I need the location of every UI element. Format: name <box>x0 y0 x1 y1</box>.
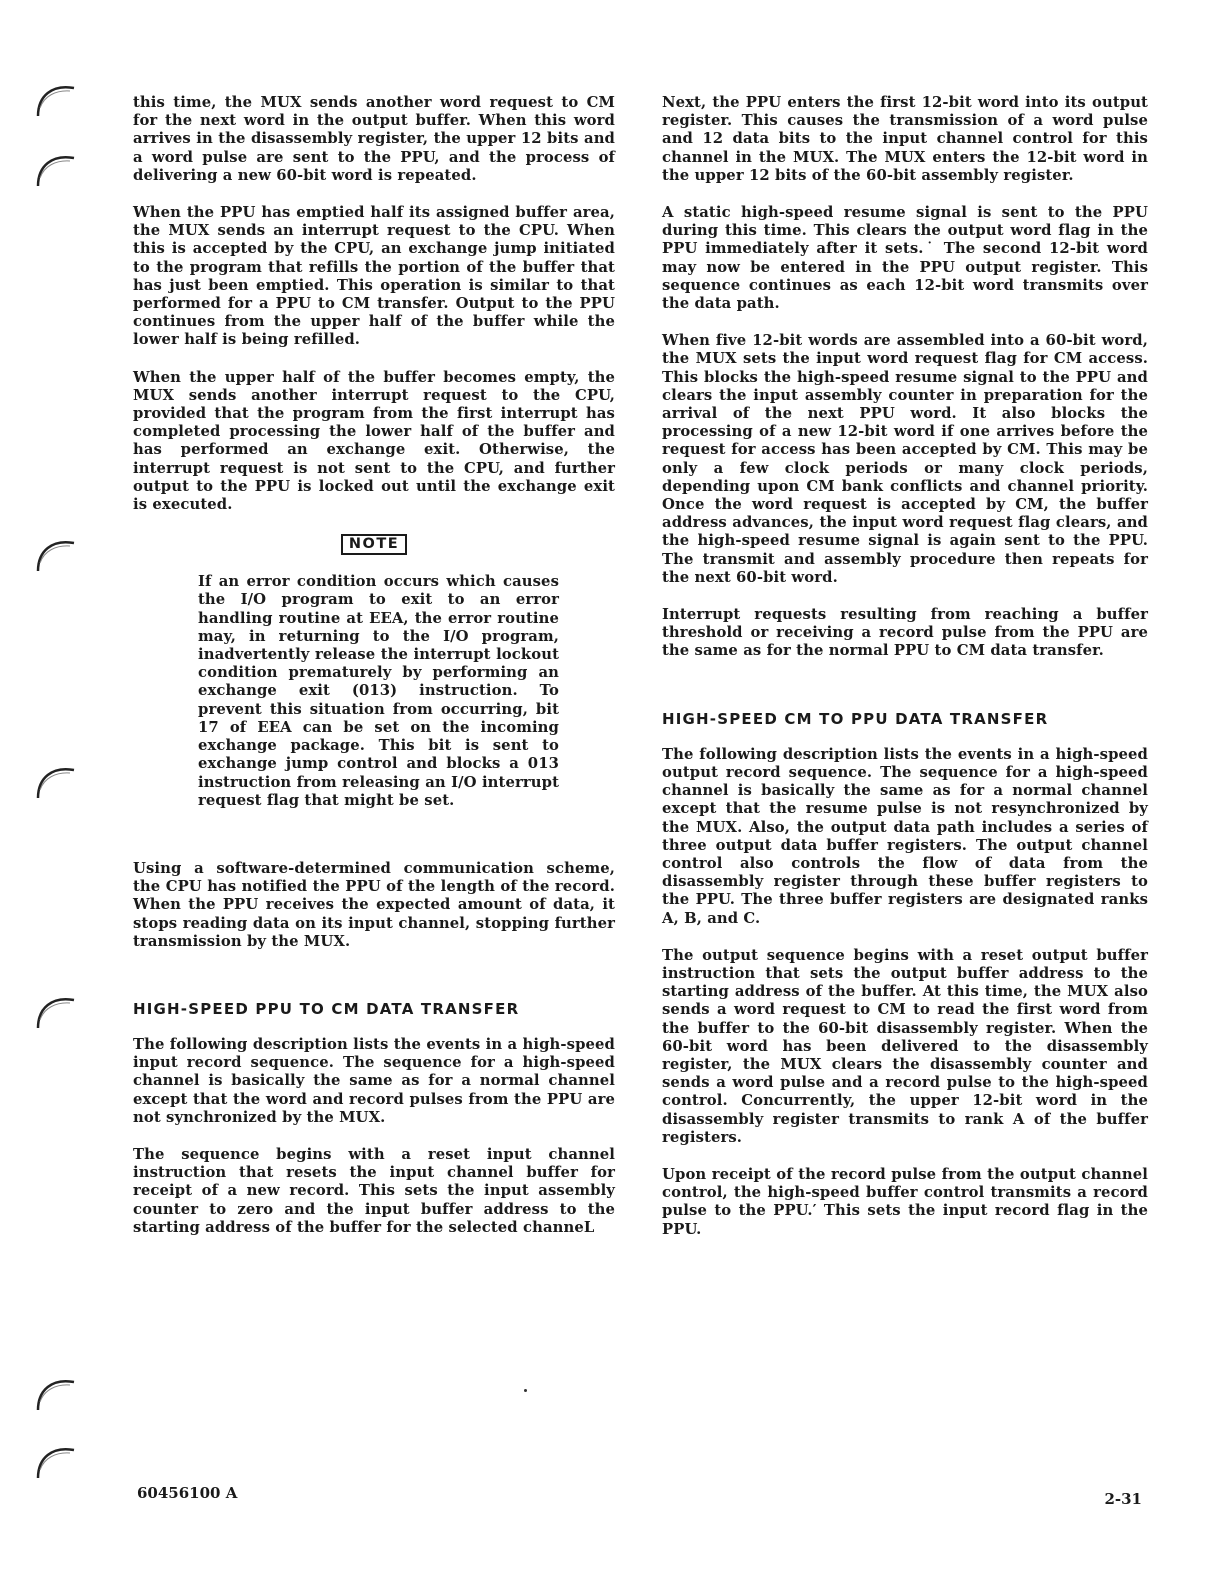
paragraph: The following description lists the events in a high-speed output record sequence. The sequence for a high-speed channel is basically the same as for a normal channel except that the resume pulse is not resynchronized by the MUX. Also, the output data path includes a series of three output data buffer registers. The output channel control also controls the flow of data from the disassembly register through these buffer registers to the PPU. The three buffer registers are designated ranks A, B, and C. <box>662 745 1148 927</box>
paragraph: When the upper half of the buffer becomes empty, the MUX sends another interrupt request to the CPU, provided that the program from the first interrupt has completed processing the lower half of the buffer and has performed an exchange exit. Otherwise, the interrupt request is not sent to the CPU, and further output to the PPU is locked out until the exchange exit is executed. <box>133 368 615 514</box>
paragraph: When five 12-bit words are assembled into a 60-bit word, the MUX sets the input word request flag for CM access. This blocks the high-speed resume signal to the PPU and clears the input assembly counter in preparation for the arrival of the next PPU word. It also blocks the processing of a new 12-bit word if one arrives before the request for access has been accepted by CM. This may be only a few clock periods or many clock periods, depending upon CM bank conflicts and channel priority. Once the word request is accepted by CM, the buffer address advances, the input word request flag clears, and the high-speed resume signal is again sent to the PPU. The transmit and assembly procedure then repeats for the next 60-bit word. <box>662 332 1148 586</box>
paragraph: this time, the MUX sends another word request to CM for the next word in the output buffer. When this word arrives in the disassembly register, the upper 12 bits and a word pulse are sent to the PPU, and the process of delivering a new 60-bit word is repeated. <box>133 94 615 184</box>
punch-hole-icon <box>30 533 80 573</box>
punch-hole-icon <box>30 148 80 188</box>
paragraph: Upon receipt of the record pulse from the output channel control, the high-speed buffer control transmits a record pulse to the PPU.′ This sets the input record flag in the PPU. <box>662 1165 1148 1238</box>
punch-hole-icon <box>30 78 80 118</box>
section-heading: HIGH-SPEED PPU TO CM DATA TRANSFER <box>133 999 520 1018</box>
note-block <box>133 533 615 810</box>
paragraph: Next, the PPU enters the first 12-bit word into its output register. This causes the transmission of a word pulse and 12 data bits to the input channel control for this channel in the MUX. The MUX enters the 12-bit word in the upper 12 bits of the 60-bit assembly register. <box>662 94 1148 184</box>
paragraph: Interrupt requests resulting from reaching a buffer threshold or receiving a record pulse from the PPU are the same as for the normal PPU to CM data transfer. <box>662 606 1148 660</box>
left-column <box>133 94 615 1256</box>
punch-hole-icon <box>30 1372 80 1412</box>
paragraph: The sequence begins with a reset input channel instruction that resets the input channel buffer for receipt of a new record. This sets the input assembly counter to zero and the input buffer address to the starting address of the buffer for the selected channeL <box>133 1145 615 1236</box>
paragraph: A static high-speed resume signal is sent to the PPU during this time. This clears the output word flag in the PPU immediately after it sets.˙ The second 12-bit word may now be entered in the PPU output register. This sequence continues as each 12-bit word transmits over the data path. <box>662 204 1148 313</box>
paragraph: The output sequence begins with a reset output buffer instruction that sets the output buffer address to the starting address of the buffer. At this time, the MUX also sends a word request to CM to read the first word from the buffer to the 60-bit disassembly register. When the 60-bit word has been delivered to the disassembly register, the MUX clears the disassembly counter and sends a word pulse and a record pulse to the high-speed control. Concurrently, the upper 12-bit word in the disassembly register transmits to rank A of the buffer registers. <box>662 946 1148 1146</box>
note-text: If an error condition occurs which causes the I/O program to exit to an error handling routine at EEA, the error routine may, in returning to the I/O program, inadvertently release the interrupt lockout condition prematurely by performing an exchange exit (013) instruction. To prevent this situation from occurring, bit 17 of EEA can be set on the incoming exchange package. This bit is sent to exchange jump control and blocks a 013 instruction from releasing an I/O interrupt request flag that might be set. <box>198 573 559 809</box>
punch-hole-icon <box>30 990 80 1030</box>
right-column <box>662 94 1148 1258</box>
punch-hole-icon <box>30 760 80 800</box>
punch-hole-icon <box>30 1440 80 1480</box>
note-label: NOTE <box>341 534 407 555</box>
paragraph: The following description lists the events in a high-speed input record sequence. The sequence for a high-speed channel is basically the same as for a normal channel except that the word and record pulses from the PPU are not synchronized by the MUX. <box>133 1035 615 1126</box>
page-number: 2-31 <box>1104 1490 1142 1508</box>
document-number: 60456100 A <box>137 1484 238 1502</box>
scan-speck <box>524 1389 527 1392</box>
paragraph: Using a software-determined communication scheme, the CPU has notified the PPU of the length of the record. When the PPU receives the expected amount of data, it stops reading data on its input channel, stopping further transmission by the MUX. <box>133 859 615 950</box>
paragraph: When the PPU has emptied half its assigned buffer area, the MUX sends an interrupt request to the CPU. When this is accepted by the CPU, an exchange jump initiated to the program that refills the portion of the buffer that has just been emptied. This operation is similar to that performed for a PPU to CM transfer. Output to the PPU continues from the upper half of the buffer while the lower half is being refilled. <box>133 204 615 349</box>
section-heading: HIGH-SPEED CM TO PPU DATA TRANSFER <box>662 709 1049 728</box>
